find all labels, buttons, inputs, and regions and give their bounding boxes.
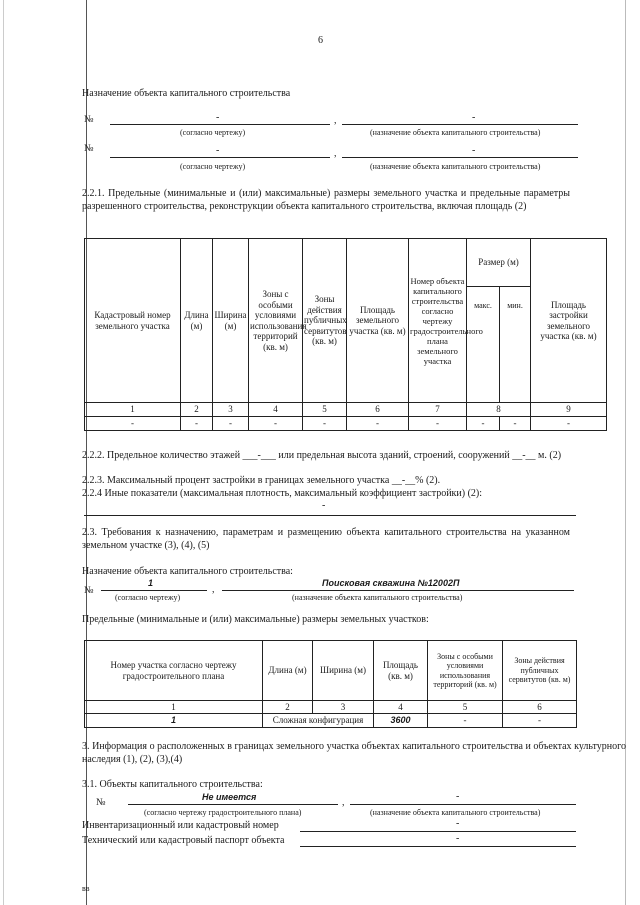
object-no-underline	[110, 124, 330, 125]
paragraph-2-3: 2.3. Требования к назначению, параметрам и размещению объекта капитального строительства на указанном земельном участке (3), (4), (5)	[82, 527, 570, 551]
passport-label: Технический или кадастровый паспорт объекта	[82, 835, 285, 846]
object2-no-underline	[101, 590, 207, 591]
object-purpose-underline	[342, 124, 578, 125]
table-cell: -	[303, 417, 347, 431]
column-number: 3	[213, 403, 249, 417]
plot-area-cell	[374, 714, 428, 728]
table-cell: -	[500, 417, 531, 431]
column-number: 3	[313, 701, 374, 714]
header-area: Площадь (кв. м)	[374, 641, 428, 701]
header-zones-servitude: Зоны действия публичных сервитутов (кв. м)	[503, 641, 577, 701]
purpose-heading-2: Назначение объекта капитального строительства:	[82, 566, 293, 577]
object2-no-value: 1	[148, 578, 154, 588]
paragraph-3-1: 3.1. Объекты капитального строительства:	[82, 779, 263, 790]
object2-no-label: №	[84, 585, 94, 596]
column-number: 6	[503, 701, 577, 714]
passport-value: -	[456, 833, 460, 844]
column-number: 4	[374, 701, 428, 714]
header-zones-servitude: Зоны действия публичных сервитутов (кв. м)	[303, 239, 347, 403]
caption-purpose: (назначение объекта капитального строительства)	[370, 128, 541, 137]
column-number: 4	[249, 403, 303, 417]
parameters-table	[84, 238, 607, 431]
table-cell: -	[347, 417, 409, 431]
object-no-label: №	[84, 143, 94, 154]
inventory-underline	[300, 831, 576, 832]
header-width: Ширина (м)	[213, 239, 249, 403]
column-number: 5	[303, 403, 347, 417]
column-number: 8	[467, 403, 531, 417]
caption-purpose: (назначение объекта капитального строительства)	[370, 162, 541, 171]
table-cell: -	[531, 417, 607, 431]
caption-drawing: (согласно чертежу)	[115, 593, 181, 602]
object2-purpose-underline	[222, 590, 574, 591]
plot-number-value: 1	[170, 715, 176, 726]
column-number: 1	[85, 403, 181, 417]
header-object-no: Номер объекта капитального строительства согласно чертежу градостроительного плана земельного участка	[409, 239, 467, 403]
table-row	[85, 417, 607, 431]
footer-mark: вв	[82, 884, 90, 893]
table-cell: -	[503, 714, 577, 728]
caption-purpose: (назначение объекта капитального строительства)	[292, 593, 463, 602]
table-cell: -	[428, 714, 503, 728]
inventory-value: -	[456, 818, 460, 829]
object3-purpose-underline	[350, 804, 576, 805]
separator-comma: ,	[334, 148, 337, 159]
limits-heading: Предельные (минимальные и (или) максимальные) размеры земельных участков:	[82, 614, 429, 625]
object-purpose-value: -	[472, 145, 476, 156]
header-area: Площадь земельного участка (кв. м)	[347, 239, 409, 403]
object-no-underline	[110, 157, 330, 158]
separator-comma: ,	[212, 584, 215, 595]
paragraph-2-2-4: 2.2.4 Иные показатели (максимальная плотность, максимальный коэффициент застройки) (2):	[82, 488, 483, 499]
object-purpose-underline	[342, 157, 578, 158]
object3-no-label: №	[96, 797, 106, 808]
scan-edge-line	[3, 0, 4, 905]
header-length: Длина (м)	[181, 239, 213, 403]
column-number: 9	[531, 403, 607, 417]
paragraph-2-2-4-underline	[84, 515, 576, 516]
column-number: 5	[428, 701, 503, 714]
plot-area-value: 3600	[390, 715, 411, 726]
header-built-area: Площадь застройки земельного участка (кв. м)	[531, 239, 607, 403]
paragraph-3: 3. Информация о расположенных в границах земельного участка объектах капитального строительства и объектах культурного наследия (1), (2), (3),(4)	[82, 741, 626, 765]
paragraph-2-2-3: 2.2.3. Максимальный процент застройки в границах земельного участка __-__% (2).	[82, 475, 441, 486]
object2-purpose-value: Поисковая скважина №12002П	[322, 578, 460, 588]
object-no-label: №	[84, 114, 94, 125]
passport-underline	[300, 846, 576, 847]
header-width: Ширина (м)	[313, 641, 374, 701]
plot-limits-table	[84, 640, 577, 728]
header-min: мин.	[500, 287, 531, 403]
table-cell: -	[467, 417, 500, 431]
header-length: Длина (м)	[263, 641, 313, 701]
page-number: 6	[318, 35, 323, 46]
object-no-value: -	[216, 112, 220, 123]
column-number: 2	[181, 403, 213, 417]
header-cadastral: Кадастровый номер земельного участка	[85, 239, 181, 403]
table-cell: -	[249, 417, 303, 431]
header-plot-no: Номер участка согласно чертежу градостроительного плана	[85, 641, 263, 701]
paragraph-2-2-1: 2.2.1. Предельные (минимальные и (или) максимальные) размеры земельного участка и предельные параметры разрешенного строительства, реконструкции объекта капитального строительства, включая площадь (2)	[82, 188, 570, 212]
object3-no-value: Не имеется	[202, 792, 257, 802]
caption-purpose: (назначение объекта капитального строительства)	[370, 808, 541, 817]
table-cell: -	[85, 417, 181, 431]
column-number: 7	[409, 403, 467, 417]
object-no-value: -	[216, 145, 220, 156]
separator-comma: ,	[334, 115, 337, 126]
scan-edge-line	[625, 0, 626, 905]
caption-drawing: (согласно чертежу)	[180, 162, 246, 171]
inventory-label: Инвентаризационный или кадастровый номер	[82, 820, 279, 831]
header-zones-special: Зоны с особыми условиями использования территорий (кв. м)	[249, 239, 303, 403]
header-max: макс.	[467, 287, 500, 403]
plot-shape-cell: Сложная конфигурация	[263, 714, 374, 728]
header-size: Размер (м)	[467, 239, 531, 287]
header-zones-special: Зоны с особыми условиями использования территорий (кв. м)	[428, 641, 503, 701]
table-cell: -	[213, 417, 249, 431]
column-number: 6	[347, 403, 409, 417]
table-number-row	[85, 403, 607, 417]
caption-drawing-gp: (согласно чертежу градостроительного плана)	[144, 808, 302, 817]
paragraph-2-2-4-value: -	[322, 500, 326, 511]
object3-no-underline	[128, 804, 338, 805]
table-row	[85, 714, 577, 728]
plot-number-cell	[85, 714, 263, 728]
caption-drawing: (согласно чертежу)	[180, 128, 246, 137]
object3-purpose-value: -	[456, 791, 460, 802]
paragraph-2-2-2: 2.2.2. Предельное количество этажей ___-___ или предельная высота зданий, строений, сооружений __-__ м. (2)	[82, 450, 562, 461]
table-number-row	[85, 701, 577, 714]
table-cell: -	[409, 417, 467, 431]
purpose-heading: Назначение объекта капитального строительства	[82, 88, 291, 99]
object-purpose-value: -	[472, 112, 476, 123]
table-cell: -	[181, 417, 213, 431]
column-number: 2	[263, 701, 313, 714]
separator-comma: ,	[342, 797, 345, 808]
column-number: 1	[85, 701, 263, 714]
